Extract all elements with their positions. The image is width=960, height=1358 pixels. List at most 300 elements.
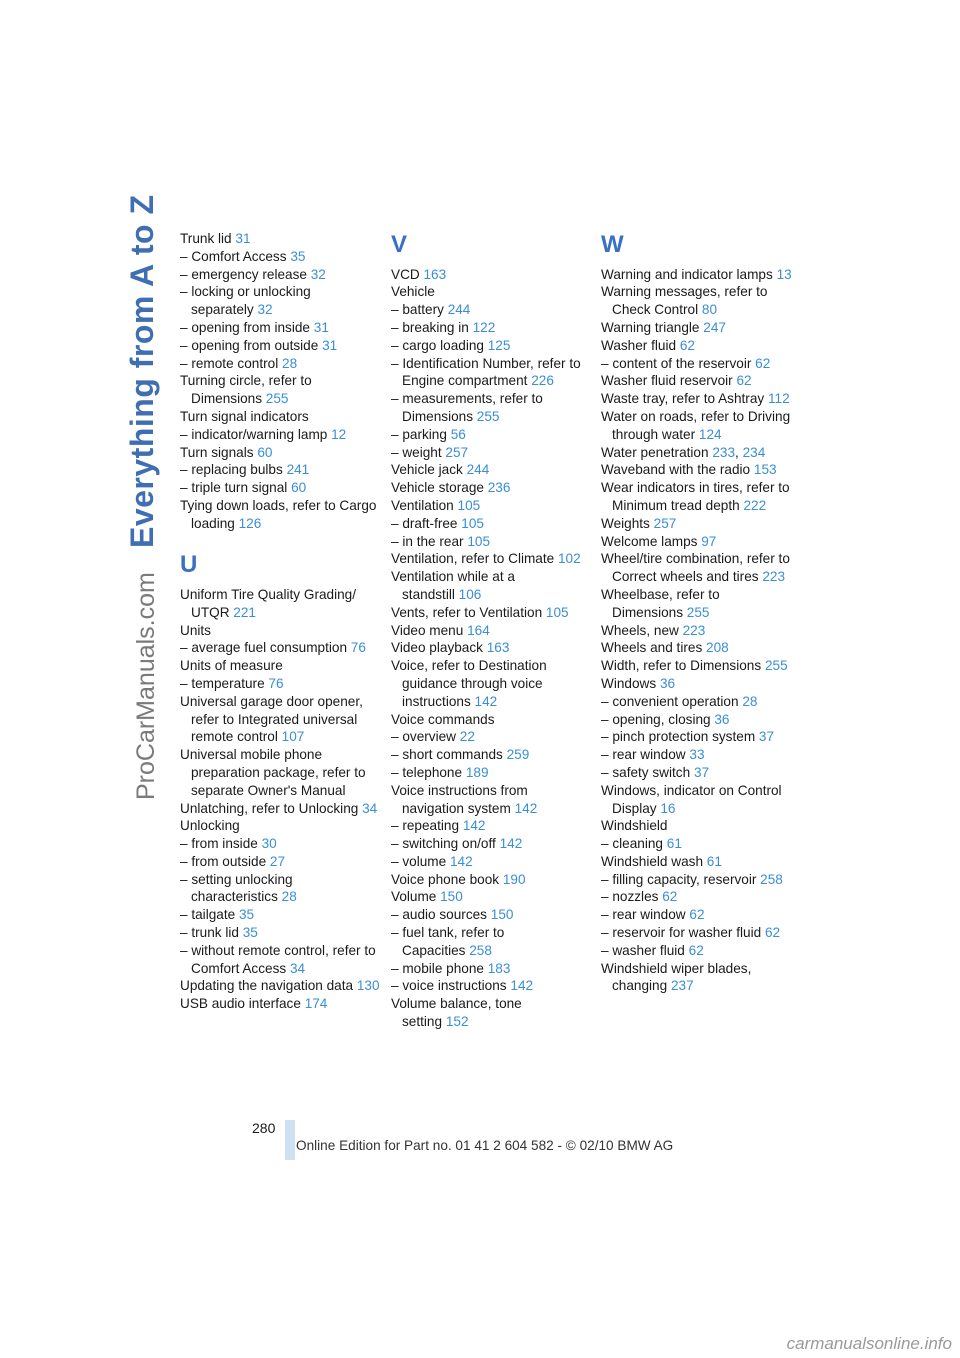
page-reference-link[interactable]: 62 [755, 355, 771, 371]
index-entry [391, 871, 591, 889]
index-term: Uniform Tire Quality Grading/ UTQR [180, 586, 357, 620]
page-reference-link[interactable]: 16 [660, 800, 676, 816]
index-entry [180, 319, 380, 337]
index-term: – from inside [180, 836, 258, 852]
index-entry [180, 266, 380, 284]
index-entry [601, 533, 801, 551]
watermark: ProCarManuals.com [132, 572, 160, 800]
index-term: – cargo loading [391, 337, 484, 353]
index-term: Tying down loads, refer to Cargo loading [180, 497, 377, 531]
page-reference-link[interactable]: 163 [423, 266, 447, 282]
edition-note: Online Edition for Part no. 01 41 2 604 582 - © 02/10 BMW AG [296, 1138, 674, 1153]
index-entry: Water penetration 233, 234 [601, 444, 766, 460]
index-term: – temperature [180, 675, 265, 691]
index-column-3 [601, 230, 801, 995]
index-term: Unlocking [180, 818, 240, 834]
page-reference-link[interactable]: 37 [758, 729, 775, 745]
index-entry [180, 746, 380, 799]
index-entry [180, 408, 380, 426]
index-term: – filling capacity, reservoir [601, 871, 757, 887]
index-entry [391, 283, 591, 301]
page-reference-link[interactable]: 36 [714, 711, 730, 727]
page-reference-link[interactable]: 112 [767, 391, 790, 407]
index-entry [180, 835, 380, 853]
index-entry [601, 319, 801, 337]
page-reference-link[interactable]: 61 [666, 836, 682, 852]
index-term: Ventilation [391, 497, 454, 513]
index-entry [391, 497, 591, 515]
page-reference-link[interactable]: 142 [449, 853, 473, 869]
index-term: – Identification Number, refer to Engine compartment [391, 355, 581, 389]
index-term: Width, refer to Dimensions [601, 658, 762, 674]
index-term: – remote control [180, 355, 279, 371]
index-entry [391, 533, 591, 551]
index-entry [180, 639, 380, 657]
index-term: – cleaning [601, 836, 663, 852]
index-entry [180, 372, 380, 408]
index-term: – battery [391, 302, 444, 318]
index-term: Trunk lid [180, 231, 232, 246]
page-reference-link[interactable]: 61 [706, 853, 722, 869]
index-term: Voice instructions from navigation system [391, 782, 528, 816]
page-reference-link[interactable]: 60 [291, 480, 307, 496]
page-reference-link[interactable]: 106 [458, 586, 482, 602]
page-reference-link[interactable]: 62 [688, 942, 704, 958]
index-term: Windshield wash [601, 853, 703, 869]
index-entry [180, 977, 380, 995]
index-entry [180, 853, 380, 871]
footer-bar [285, 1120, 295, 1160]
page-reference-link[interactable]: 257 [653, 515, 677, 531]
index-term: Unlatching, refer to Unlocking [180, 800, 359, 816]
index-entry [601, 693, 801, 711]
index-term: Ventilation while at a standstill [391, 569, 515, 602]
index-entry [180, 586, 380, 622]
index-term: Windows, indicator on Control Display [601, 782, 782, 816]
index-term: – opening, closing [601, 711, 711, 727]
page-reference-link[interactable]: 62 [736, 373, 752, 389]
page-reference-link[interactable]: 142 [499, 836, 523, 852]
index-entry [180, 924, 380, 942]
index-entry [601, 479, 801, 515]
index-term: – weight [391, 444, 442, 460]
index-term: Washer fluid [601, 337, 677, 353]
page-reference-link[interactable]: 236 [487, 480, 511, 496]
page-reference-link[interactable]: 56 [450, 426, 466, 442]
page-reference-link[interactable]: 164 [467, 622, 490, 638]
page-reference-link[interactable]: 234 [742, 444, 766, 460]
page-reference-link[interactable]: 183 [487, 960, 511, 976]
page-reference-link[interactable]: 142 [474, 693, 498, 709]
page-reference-link[interactable]: 189 [465, 764, 489, 780]
index-term: Turning circle, refer to Dimensions [180, 373, 312, 407]
index-term: Turn signals [180, 444, 254, 460]
index-term: Warning messages, refer to Check Control [601, 284, 768, 318]
page-reference-link[interactable]: 12 [331, 426, 347, 442]
page-reference-link[interactable]: 35 [238, 907, 255, 923]
index-term: – Comfort Access [180, 248, 287, 264]
page-reference-link[interactable]: 223 [682, 622, 706, 638]
page-reference-link[interactable]: 36 [659, 675, 676, 691]
index-term: Volume balance, tone setting [391, 996, 522, 1030]
index-entry [391, 266, 591, 284]
index-term: Vents, refer to Ventilation [391, 604, 543, 620]
index-term: – switching on/off [391, 836, 496, 852]
index-term: – opening from outside [180, 337, 319, 353]
page-reference-link[interactable]: 241 [286, 462, 310, 478]
index-term: Voice, refer to Destination guidance through voice instructions [391, 658, 547, 709]
page-reference-link[interactable]: 152 [445, 1014, 469, 1030]
page-reference-link[interactable]: 62 [689, 907, 705, 923]
page-reference-link[interactable]: 126 [238, 515, 262, 531]
page-reference-link[interactable]: 244 [447, 302, 471, 318]
page-reference-link[interactable]: 35 [290, 248, 306, 264]
index-term: – opening from inside [180, 319, 310, 335]
index-entry [391, 568, 591, 604]
index-entry [180, 230, 380, 248]
index-entry [180, 479, 380, 497]
index-entry [180, 942, 380, 978]
page-reference-link[interactable]: 255 [686, 604, 710, 620]
page-reference-link[interactable]: 60 [257, 444, 273, 460]
index-term: – trunk lid [180, 925, 239, 941]
page-reference-link[interactable]: 174 [304, 996, 328, 1012]
index-entry [391, 995, 591, 1031]
page-reference-link[interactable]: 255 [476, 408, 500, 424]
index-term: Universal mobile phone preparation package, refer to separate Owner's Manual [180, 747, 366, 798]
page-reference-link[interactable]: 62 [679, 337, 695, 353]
section-spacer [180, 533, 380, 551]
page-reference-link[interactable]: 31 [322, 337, 338, 353]
page-reference-link[interactable]: 31 [235, 231, 251, 246]
index-term: Waveband with the radio [601, 462, 751, 478]
page-reference-link[interactable]: 107 [281, 729, 305, 745]
page-reference-link[interactable]: 62 [764, 925, 781, 941]
index-entry [180, 675, 380, 693]
index-entry [601, 408, 801, 444]
index-entry [180, 248, 380, 266]
index-term: – reservoir for washer fluid [601, 925, 762, 941]
page-reference-link[interactable]: 233 [712, 444, 736, 460]
index-term: – in the rear [391, 533, 464, 549]
index-term: Weights [601, 515, 650, 531]
page-reference-link[interactable]: 31 [313, 319, 329, 335]
page-reference-link[interactable]: 208 [706, 640, 729, 656]
page-reference-link[interactable]: 150 [440, 889, 463, 905]
page-reference-link[interactable]: 62 [662, 889, 678, 905]
index-entry [601, 639, 801, 657]
index-term: Units [180, 622, 211, 638]
index-letter-heading: W [601, 231, 624, 258]
index-entry [391, 390, 591, 426]
index-term: Voice commands [391, 711, 495, 727]
page-reference-link[interactable]: 34 [289, 960, 306, 976]
index-term: – rear window [601, 907, 686, 923]
index-entry [601, 657, 801, 675]
index-entry [391, 319, 591, 337]
index-term: – draft-free [391, 515, 458, 531]
index-entry [180, 693, 380, 746]
index-term: – emergency release [180, 266, 307, 282]
index-term: Turn signal indicators [180, 408, 309, 424]
page-reference-link[interactable]: 97 [701, 533, 717, 549]
index-term: – overview [391, 729, 456, 745]
index-term: – breaking in [391, 319, 469, 335]
index-term: – content of the reservoir [601, 355, 752, 371]
index-entry [180, 906, 380, 924]
index-entry [601, 782, 801, 818]
index-term: Vehicle [391, 284, 435, 300]
page-reference-link[interactable]: 237 [670, 978, 694, 994]
index-entry [391, 924, 591, 960]
index-term: Wheelbase, refer to Dimensions [601, 586, 720, 620]
index-entry [601, 675, 801, 693]
page-reference-link[interactable]: 258 [760, 871, 783, 887]
page-reference-link[interactable]: 259 [506, 747, 530, 763]
index-entry [180, 426, 380, 444]
index-term: Washer fluid reservoir [601, 373, 733, 389]
index-term: Ventilation, refer to Climate [391, 551, 555, 567]
index-term: – fuel tank, refer to Capacities [391, 925, 505, 958]
index-entry [391, 835, 591, 853]
page-reference-link[interactable]: 255 [764, 658, 788, 674]
page-reference-link[interactable]: 76 [268, 675, 284, 691]
page-reference-link[interactable]: 27 [269, 853, 286, 869]
index-term: Windows [601, 675, 657, 691]
page-reference-link[interactable]: 221 [233, 604, 256, 620]
page-reference-link[interactable]: 142 [510, 978, 534, 994]
index-entry [601, 515, 801, 533]
index-entry [601, 888, 801, 906]
index-entry [391, 515, 591, 533]
page-reference-link[interactable]: 153 [753, 462, 777, 478]
index-column-1 [180, 230, 380, 1013]
index-entry [601, 906, 801, 924]
page-reference-link[interactable]: 223 [762, 569, 786, 585]
page-reference-link[interactable]: 124 [698, 426, 722, 442]
index-term: Wheels, new [601, 622, 679, 638]
index-entry [180, 622, 380, 640]
index-term: Windshield wiper blades, changing [601, 960, 752, 994]
page-reference-link[interactable]: 258 [469, 942, 492, 958]
page-reference-link[interactable]: 30 [261, 836, 277, 852]
page-reference-link[interactable]: 190 [502, 871, 526, 887]
index-term: Wear indicators in tires, refer to Minimum tread depth [601, 480, 790, 513]
index-term: – volume [391, 853, 447, 869]
index-entry [601, 817, 801, 835]
page-reference-link[interactable]: 244 [466, 462, 490, 478]
index-entry [180, 355, 380, 373]
section-title: Everything from A to Z [124, 194, 160, 548]
index-term: Warning and indicator lamps [601, 266, 773, 282]
index-entry [391, 426, 591, 444]
index-entry [601, 924, 801, 942]
page-reference-link[interactable]: 105 [545, 604, 569, 620]
index-term: Welcome lamps [601, 533, 698, 549]
index-entry [601, 711, 801, 729]
page-reference-link[interactable]: 32 [310, 266, 326, 282]
index-entry [601, 746, 801, 764]
index-term: – mobile phone [391, 960, 484, 976]
page-reference-link[interactable]: 255 [265, 391, 289, 407]
page-reference-link[interactable]: 35 [242, 925, 258, 941]
index-entry [391, 906, 591, 924]
page-reference-link[interactable]: 102 [558, 551, 581, 567]
index-entry [391, 622, 591, 640]
index-entry [391, 444, 591, 462]
page-reference-link[interactable]: 80 [701, 302, 718, 318]
index-entry [601, 728, 801, 746]
index-term: Universal garage door opener, refer to Integrated universal remote control [180, 693, 363, 745]
page-reference-link[interactable]: 125 [487, 337, 511, 353]
page-reference-link[interactable]: 28 [282, 355, 298, 371]
index-term: – replacing bulbs [180, 462, 283, 478]
index-entry [391, 853, 591, 871]
index-entry [180, 283, 380, 319]
index-entry [601, 266, 801, 284]
page-reference-link[interactable]: 122 [472, 319, 496, 335]
index-term: Units of measure [180, 658, 283, 674]
index-entry [601, 764, 801, 782]
index-entry [601, 942, 801, 960]
index-entry [391, 301, 591, 319]
page-reference-link[interactable]: 247 [703, 319, 726, 335]
index-entry [180, 817, 380, 835]
index-entry [180, 871, 380, 907]
index-entry [601, 550, 801, 586]
page-reference-link[interactable]: 13 [776, 266, 792, 282]
index-term: Video menu [391, 622, 464, 638]
index-term: – nozzles [601, 889, 659, 905]
page-reference-link[interactable]: 76 [350, 640, 366, 656]
page-reference-link[interactable]: 33 [689, 747, 705, 763]
page-reference-link[interactable]: 226 [531, 373, 554, 389]
index-term: – average fuel consumption [180, 640, 348, 656]
page-reference-link[interactable]: 32 [257, 302, 273, 318]
index-term: – tailgate [180, 907, 236, 923]
index-entry [180, 995, 380, 1013]
page-reference-link[interactable]: 28 [281, 889, 297, 905]
page-reference-link[interactable]: 222 [743, 497, 767, 513]
index-entry [601, 372, 801, 390]
index-entry [391, 550, 591, 568]
index-term: – parking [391, 426, 447, 442]
index-term: Waste tray, refer to Ashtray [601, 391, 765, 407]
page-reference-link[interactable]: 34 [362, 800, 378, 816]
page-reference-link[interactable]: 163 [486, 640, 510, 656]
index-term: Warning triangle [601, 319, 700, 335]
page-reference-link[interactable]: 28 [742, 693, 758, 709]
page-reference-link[interactable]: 105 [457, 497, 481, 513]
page-reference-link[interactable]: 105 [461, 515, 484, 531]
index-entry [601, 337, 801, 355]
index-entry [391, 888, 591, 906]
page-reference-link[interactable]: 142 [462, 818, 486, 834]
index-entry [391, 782, 591, 818]
index-entry [601, 835, 801, 853]
site-watermark: carmanualsonline.info [786, 1334, 952, 1353]
index-entry [601, 960, 801, 996]
index-term: Vehicle storage [391, 480, 484, 496]
index-term: Updating the navigation data [180, 978, 354, 994]
index-term: Wheel/tire combination, refer to Correct wheels and tires [601, 551, 790, 585]
index-entry [391, 657, 591, 710]
index-entry [601, 871, 801, 889]
index-entry [391, 817, 591, 835]
index-entry [180, 800, 380, 818]
index-column-2 [391, 230, 591, 1031]
index-term: Volume [391, 889, 437, 905]
page-reference-link[interactable]: 150 [490, 907, 514, 923]
page-reference-link[interactable]: 257 [445, 444, 469, 460]
index-entry [180, 461, 380, 479]
index-letter-heading: U [180, 551, 198, 579]
index-term: – convenient operation [601, 693, 739, 709]
index-entry [391, 479, 591, 497]
index-letter-heading: V [391, 231, 408, 258]
index-entry [601, 283, 801, 319]
index-term: Voice phone book [391, 871, 500, 887]
index-term: – rear window [601, 747, 686, 763]
index-term: – measurements, refer to Dimensions [391, 391, 543, 424]
side-margin [0, 0, 170, 1358]
index-entry [391, 355, 591, 391]
index-entry [601, 355, 801, 373]
index-entry [391, 977, 591, 995]
index-term: – audio sources [391, 907, 487, 923]
index-entry [180, 337, 380, 355]
index-entry [391, 746, 591, 764]
index-term: – repeating [391, 818, 460, 834]
page-number: 280 [252, 1120, 276, 1136]
index-entry [391, 764, 591, 782]
index-term: Vehicle jack [391, 462, 463, 478]
index-term: – telephone [391, 764, 463, 780]
page-reference-link[interactable]: 105 [467, 533, 491, 549]
index-entry [601, 461, 801, 479]
index-term: Water penetration [601, 444, 709, 460]
index-entry [601, 390, 801, 408]
index-term: Wheels and tires [601, 640, 703, 656]
index-term: – short commands [391, 747, 503, 763]
index-term: Water on roads, refer to Driving through water [601, 408, 791, 442]
index-entry [180, 657, 380, 675]
page-reference-link[interactable]: 142 [514, 800, 538, 816]
page-reference-link[interactable]: 22 [459, 729, 475, 745]
page-reference-link[interactable]: 130 [356, 978, 380, 994]
index-entry [391, 337, 591, 355]
index-entry [391, 604, 591, 622]
index-entry [391, 639, 591, 657]
index-term: – without remote control, refer to Comfort Access [180, 942, 376, 976]
index-term: – setting unlocking characteristics [180, 871, 293, 905]
index-term: – safety switch [601, 764, 691, 780]
index-term: – triple turn signal [180, 480, 288, 496]
index-entry [180, 497, 380, 533]
index-entry [180, 444, 380, 462]
index-entry [391, 461, 591, 479]
index-term: – from outside [180, 853, 267, 869]
index-entry [601, 586, 801, 622]
index-term: Video playback [391, 640, 483, 656]
index-entry [391, 960, 591, 978]
index-entry [391, 728, 591, 746]
index-term: Windshield [601, 818, 668, 834]
index-term: – pinch protection system [601, 729, 756, 745]
index-term: – indicator/warning lamp [180, 426, 328, 442]
index-term: VCD [391, 266, 420, 282]
page-reference-link[interactable]: 37 [693, 764, 710, 780]
